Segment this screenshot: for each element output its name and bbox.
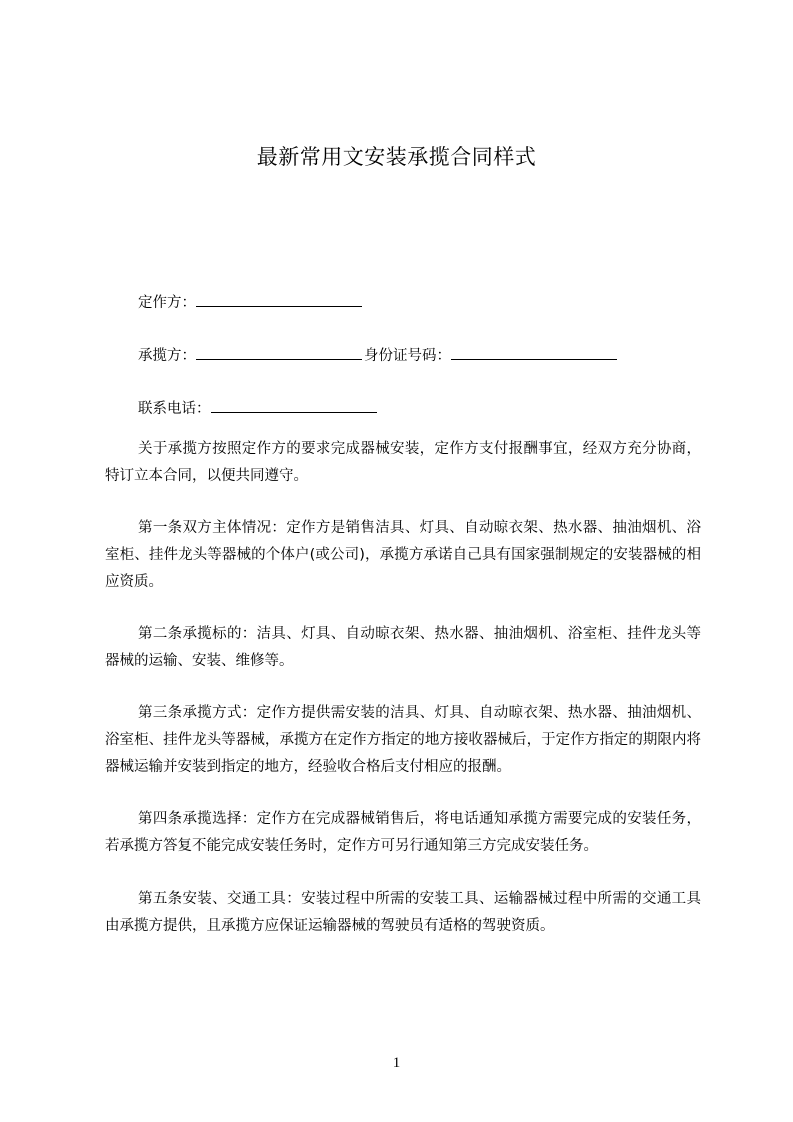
page-number: 1 [392, 1055, 401, 1071]
id-number-label: 身份证号码： [364, 348, 451, 364]
phone-field [138, 398, 379, 419]
orderer-blank-line [196, 292, 362, 307]
orderer-label: 定作方： [138, 295, 196, 311]
paragraph-article-2: 第二条承揽标的：洁具、灯具、自动晾衣架、热水器、抽油烟机、浴室柜、挂件龙头等器械的运输、安装、维修等。 [105, 626, 701, 669]
paragraph-article-1: 第一条双方主体情况：定作方是销售洁具、灯具、自动晾衣架、热水器、抽油烟机、浴室柜、挂件龙头等器械的个体户(或公司)，承揽方承诺自己具有国家强制规定的安装器械的相应资质。 [105, 520, 701, 590]
phone-blank-line [211, 398, 377, 413]
contractor-label: 承揽方： [138, 348, 196, 364]
contractor-blank-line [196, 345, 362, 360]
paragraph-article-5: 第五条安装、交通工具：安装过程中所需的安装工具、运输器械过程中所需的交通工具由承揽方提供，且承揽方应保证运输器械的驾驶员有适格的驾驶资质。 [105, 891, 701, 934]
contractor-field [138, 345, 619, 366]
id-number-blank-line [451, 345, 617, 360]
paragraph-article-4: 第四条承揽选择：定作方在完成器械销售后，将电话通知承揽方需要完成的安装任务，若承揽方答复不能完成安装任务时，定作方可另行通知第三方完成安装任务。 [105, 811, 701, 854]
document-title: 最新常用文安装承揽合同样式 [256, 145, 537, 169]
orderer-field [138, 292, 364, 313]
phone-label: 联系电话： [138, 401, 211, 417]
paragraph-article-3: 第三条承揽方式：定作方提供需安装的洁具、灯具、自动晾衣架、热水器、抽油烟机、浴室柜、挂件龙头等器械，承揽方在定作方指定的地方接收器械后，于定作方指定的期限内将器械运输并安装到指定的地方，经验收合格后支付相应的报酬。 [105, 705, 701, 775]
paragraph-preamble: 关于承揽方按照定作方的要求完成器械安装，定作方支付报酬事宜，经双方充分协商，特订立本合同，以便共同遵守。 [105, 441, 701, 484]
